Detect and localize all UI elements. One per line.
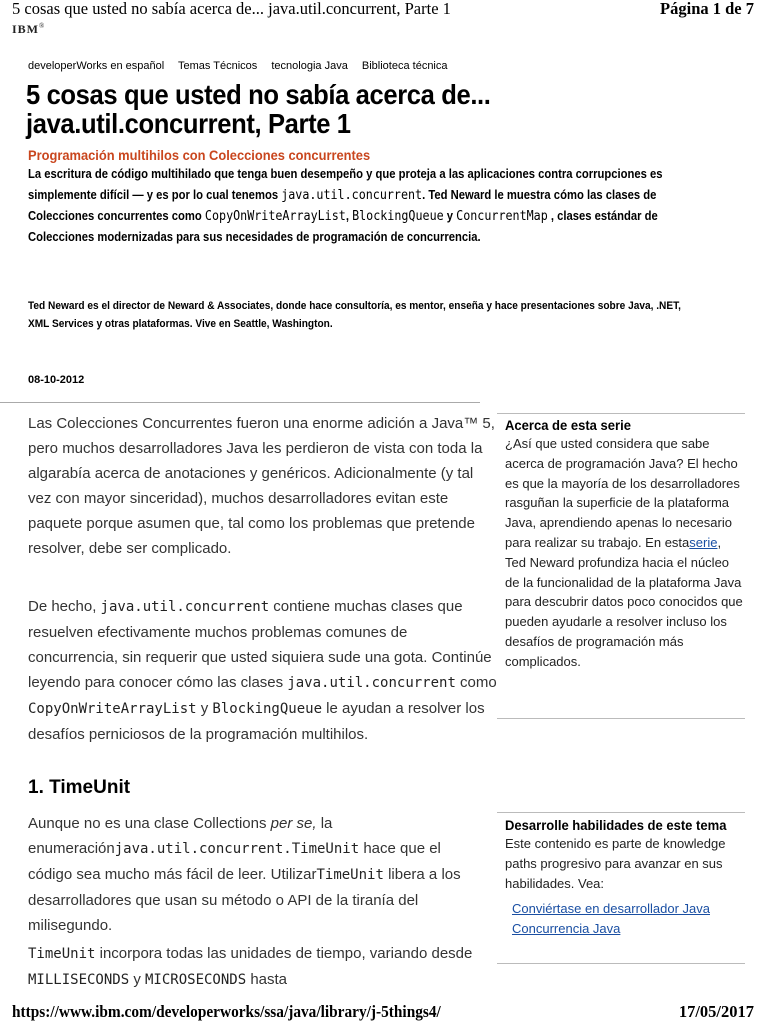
code-java-util-concurrent: java.util.concurrent: [281, 188, 423, 203]
body-text: contiene muchas clases que resuelven efectivamente muchos problemas comunes de concurrencia, sin requerir que usted siquiera sude una gota. Continúe leyendo para conocer cómo las clases: [28, 598, 492, 691]
body-text: libera a los desarrolladores que usan su método o API de la tiranía del milisegundo.: [28, 866, 461, 934]
body-text: incorpora todas las unidades de tiempo, variando desde: [95, 945, 473, 962]
sidebar-about-series: [497, 413, 745, 719]
code-blockingqueue: BlockingQueue: [212, 701, 322, 717]
abstract-text: , clases estándar de Colecciones modernizadas para sus necesidades de programación de concurrencia.: [28, 209, 658, 244]
code-blockingqueue: BlockingQueue: [352, 209, 444, 224]
sidebar-skills: [497, 812, 745, 964]
top-nav: [28, 60, 459, 72]
sidebar-text: Este contenido es parte de knowledge paths progresivo para avanzar en sus habilidades. Vea:: [505, 836, 726, 891]
sidebar-text-part: , Ted Neward profundiza hacia el núcleo de la funcionalidad de la plataforma Java para descubrir datos poco conocidos que pueden ayudarle a resolver incluso los desafíos de programación más complicados.: [505, 534, 743, 669]
nav-item-temas-tecnicos[interactable]: Temas Técnicos: [178, 60, 258, 72]
body-text: hace que el código sea mucho más fácil de leer. Utilizar: [28, 840, 441, 883]
article-date: 08-10-2012: [28, 374, 85, 386]
code-java-util-concurrent: java.util.concurrent: [100, 599, 270, 615]
body-text: Aunque no es una clase Collections: [28, 815, 271, 832]
code-timeunit: TimeUnit: [28, 946, 96, 962]
code-concurrentmap: ConcurrentMap: [456, 209, 548, 224]
abstract-text: y: [443, 209, 457, 223]
body-text: le ayudan a resolver los desafíos perniciosos de la programación multihilos.: [28, 700, 485, 743]
link-java-concurrency[interactable]: Concurrencia Java: [512, 921, 621, 937]
code-timeunit-enum: java.util.concurrent.TimeUnit: [114, 841, 360, 857]
sidebar-text-part: ¿Así que usted considera que sabe acerca de programación Java? El hecho es que la mayoría de los desarrolladores rasguñan la superficie de la plataforma Java, aprendiendo apenas lo necesario para realizar su trabajo. En esta: [505, 436, 740, 550]
article-abstract: [28, 164, 681, 248]
nav-item-biblioteca-tecnica[interactable]: Biblioteca técnica: [361, 60, 448, 72]
body-text: la enumeración: [28, 815, 333, 857]
print-footer-date: 17/05/2017: [678, 1002, 754, 1021]
code-microseconds: MICROSECONDS: [145, 972, 247, 988]
ibm-logo-text: IBM: [12, 22, 39, 36]
print-footer-url: https://www.ibm.com/developerworks/ssa/java/library/j-5things4/: [12, 1002, 441, 1021]
page-number: Página 1 de 7: [660, 0, 754, 18]
ibm-logo: [12, 22, 45, 37]
body-text: y: [196, 700, 213, 717]
code-java-util-concurrent: java.util.concurrent: [287, 675, 456, 691]
abstract-text: ,: [345, 209, 353, 223]
sidebar-title: Acerca de esta serie: [505, 417, 631, 433]
code-copyonwritearraylist: CopyOnWriteArrayList: [28, 701, 197, 717]
sidebar-text: [505, 434, 745, 672]
abstract-text: . Ted Neward le muestra cómo las clases de Colecciones concurrentes como: [28, 188, 657, 223]
article-title: 5 cosas que usted no sabía acerca de... java.util.concurrent, Parte 1: [26, 79, 491, 139]
divider: [0, 402, 480, 403]
body-text: De hecho,: [28, 598, 101, 615]
body-paragraph: Las Colecciones Concurrentes fueron una enorme adición a Java™ 5, pero muchos desarrolladores Java les perdieron de vista con toda la algarabía acerca de anotaciones y genéricos. Adicionalmente (y tal vez con mayor sinceridad), muchos desarrolladores evitan este paquete porque asumen que, tal como los problemas que pretende resolver, debe ser complicado.: [28, 415, 495, 557]
body-paragraph: [28, 594, 498, 747]
article-subtitle: Programación multihilos con Colecciones concurrentes: [28, 147, 371, 163]
code-milliseconds: MILLISECONDS: [28, 972, 130, 988]
author-bio: Ted Neward es el director de Neward & Associates, donde hace consultoría, es mentor, enseña y hace presentaciones sobre Java, .NET, XML Services y otras plataformas. Vive en Seattle, Washington.: [28, 300, 681, 330]
body-paragraph: [28, 941, 478, 993]
link-java-developer[interactable]: Conviértase en desarrollador Java: [512, 901, 710, 917]
print-header-title: 5 cosas que usted no sabía acerca de... java.util.concurrent, Parte 1: [12, 0, 451, 18]
emphasis-text: per se,: [270, 815, 317, 832]
sidebar-title: Desarrolle habilidades de este tema: [505, 817, 727, 833]
sidebar-links: [505, 899, 745, 939]
series-link[interactable]: serie: [689, 534, 718, 550]
code-timeunit: TimeUnit: [316, 867, 384, 883]
registered-mark: ®: [39, 22, 46, 30]
body-text: como: [455, 674, 497, 691]
body-paragraph: [28, 811, 478, 938]
nav-item-tecnologia-java[interactable]: tecnologia Java: [271, 60, 348, 72]
body-text: hasta: [246, 971, 288, 988]
code-copyonwritearraylist: CopyOnWriteArrayList: [204, 209, 346, 224]
nav-item-developerworks[interactable]: developerWorks en español: [28, 60, 165, 72]
section-heading-timeunit: 1. TimeUnit: [28, 777, 131, 798]
abstract-text: La escritura de código multihilado que tenga buen desempeño y que proteja a las aplicaciones contra corrupciones es simplemente difícil — y es por lo cual tenemos: [28, 167, 663, 202]
body-text: y: [129, 971, 145, 988]
